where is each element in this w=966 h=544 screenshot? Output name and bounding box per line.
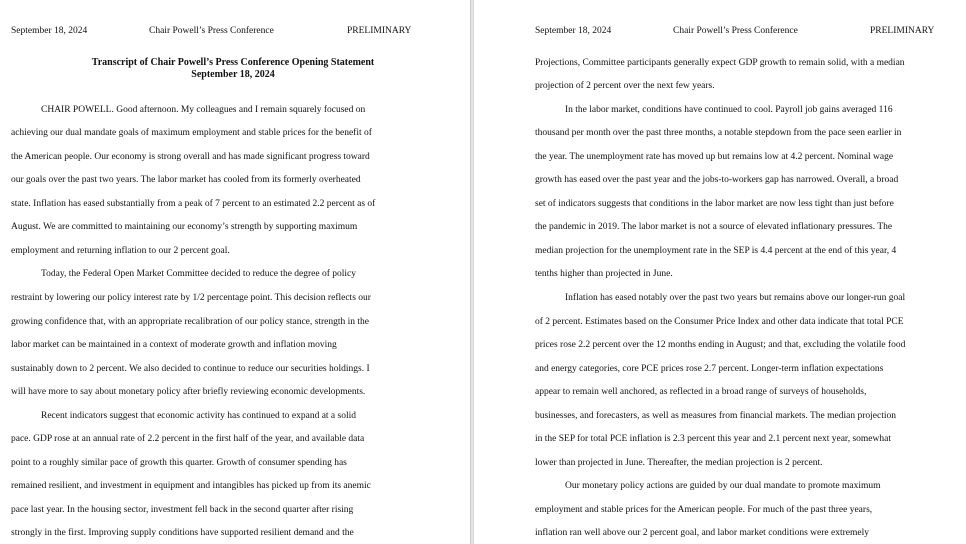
text-line: Our monetary policy actions are guided by our dual mandate to promote maximum xyxy=(565,481,881,491)
text-line: tenths higher than projected in June. xyxy=(535,269,673,279)
text-line: employment and returning inflation to our 2 percent goal. xyxy=(11,246,230,256)
text-line: prices rose 2.2 percent over the 12 months ending in August; and that, excluding the volatile food xyxy=(535,340,906,350)
text-line: achieving our dual mandate goals of maximum employment and stable prices for the benefit of xyxy=(11,128,372,138)
header-status: PRELIMINARY xyxy=(870,26,935,36)
text-line: point to a roughly similar pace of growth this quarter. Growth of consumer spending has xyxy=(11,458,347,468)
text-line: In the labor market, conditions have continued to cool. Payroll job gains averaged 116 xyxy=(565,105,893,115)
text-line: Inflation has eased notably over the past two years but remains above our longer-run goal xyxy=(565,293,906,303)
header-date: September 18, 2024 xyxy=(535,26,612,36)
text-line: growth has eased over the past year and the jobs-to-workers gap has narrowed. Overall, a broad xyxy=(535,175,899,185)
text-line: employment and stable prices for the American people. For much of the past three years, xyxy=(535,505,873,515)
text-line: the American people. Our economy is strong overall and has made significant progress toward xyxy=(11,152,370,162)
text-line: the year. The unemployment rate has moved up but remains low at 4.2 percent. Nominal wage xyxy=(535,152,894,162)
text-line: pace last year. In the housing sector, investment fell back in the second quarter after rising xyxy=(11,505,354,515)
text-line: growing confidence that, with an appropriate recalibration of our policy stance, strength in the xyxy=(11,317,369,327)
text-line: median projection for the unemployment rate in the SEP is 4.4 percent at the end of this year, 4 xyxy=(535,246,897,256)
text-line: of 2 percent. Estimates based on the Consumer Price Index and other data indicate that total PCE xyxy=(535,317,904,327)
text-line: thousand per month over the past three months, a notable stepdown from the pace seen earlier in xyxy=(535,128,902,138)
text-line: pace. GDP rose at an annual rate of 2.2 percent in the first half of the year, and available data xyxy=(11,434,365,444)
text-line: businesses, and forecasters, as well as measures from financial markets. The median projection xyxy=(535,411,896,421)
document-title xyxy=(0,57,466,81)
text-line: set of indicators suggests that conditions in the labor market are now less tight than just before xyxy=(535,199,894,209)
text-line: lower than projected in June. Thereafter, the median projection is 2 percent. xyxy=(535,458,823,468)
text-line: in the SEP for total PCE inflation is 2.3 percent this year and 2.1 percent next year, somewhat xyxy=(535,434,891,444)
header-title: Chair Powell’s Press Conference xyxy=(149,26,274,36)
right-page xyxy=(474,0,966,544)
text-line: inflation ran well above our 2 percent goal, and labor market conditions were extremely xyxy=(535,528,869,538)
text-line: our goals over the past two years. The labor market has cooled from its formerly overheated xyxy=(11,175,361,185)
title-line: Transcript of Chair Powell’s Press Conference Opening Statement xyxy=(91,57,375,68)
text-line: August. We are committed to maintaining our economy’s strength by supporting maximum xyxy=(11,222,358,232)
text-line: Projections, Committee participants generally expect GDP growth to remain solid, with a median xyxy=(535,58,905,68)
text-line: labor market can be maintained in a context of moderate growth and inflation moving xyxy=(11,340,337,350)
header-status: PRELIMINARY xyxy=(347,26,412,36)
header-title: Chair Powell’s Press Conference xyxy=(673,26,798,36)
text-line: remained resilient, and investment in equipment and intangibles has picked up from its anemic xyxy=(11,481,371,491)
text-line: will have more to say about monetary policy after briefly reviewing economic developments. xyxy=(11,387,366,397)
text-line: and energy categories, core PCE prices rose 2.7 percent. Longer-term inflation expectations xyxy=(535,364,884,374)
left-page xyxy=(0,0,470,544)
text-line: restraint by lowering our policy interest rate by 1/2 percentage point. This decision reflects our xyxy=(11,293,371,303)
text-line: Today, the Federal Open Market Committee decided to reduce the degree of policy xyxy=(41,269,357,279)
text-line: sustainably down to 2 percent. We also decided to continue to reduce our securities holdings. I xyxy=(11,364,370,374)
text-line: the pandemic in 2019. The labor market is not a source of elevated inflationary pressures. The xyxy=(535,222,893,232)
title-date: September 18, 2024 xyxy=(191,69,275,80)
text-line: projection of 2 percent over the next few years. xyxy=(535,81,715,91)
text-line: Recent indicators suggest that economic activity has continued to expand at a solid xyxy=(41,411,356,421)
text-line: state. Inflation has eased substantially from a peak of 7 percent to an estimated 2.2 percent as of xyxy=(11,199,376,209)
header-date: September 18, 2024 xyxy=(11,26,88,36)
text-line: strongly in the first. Improving supply conditions have supported resilient demand and the xyxy=(11,528,354,538)
text-line: CHAIR POWELL. Good afternoon. My colleagues and I remain squarely focused on xyxy=(41,105,366,115)
text-line: appear to remain well anchored, as reflected in a broad range of surveys of households, xyxy=(535,387,867,397)
